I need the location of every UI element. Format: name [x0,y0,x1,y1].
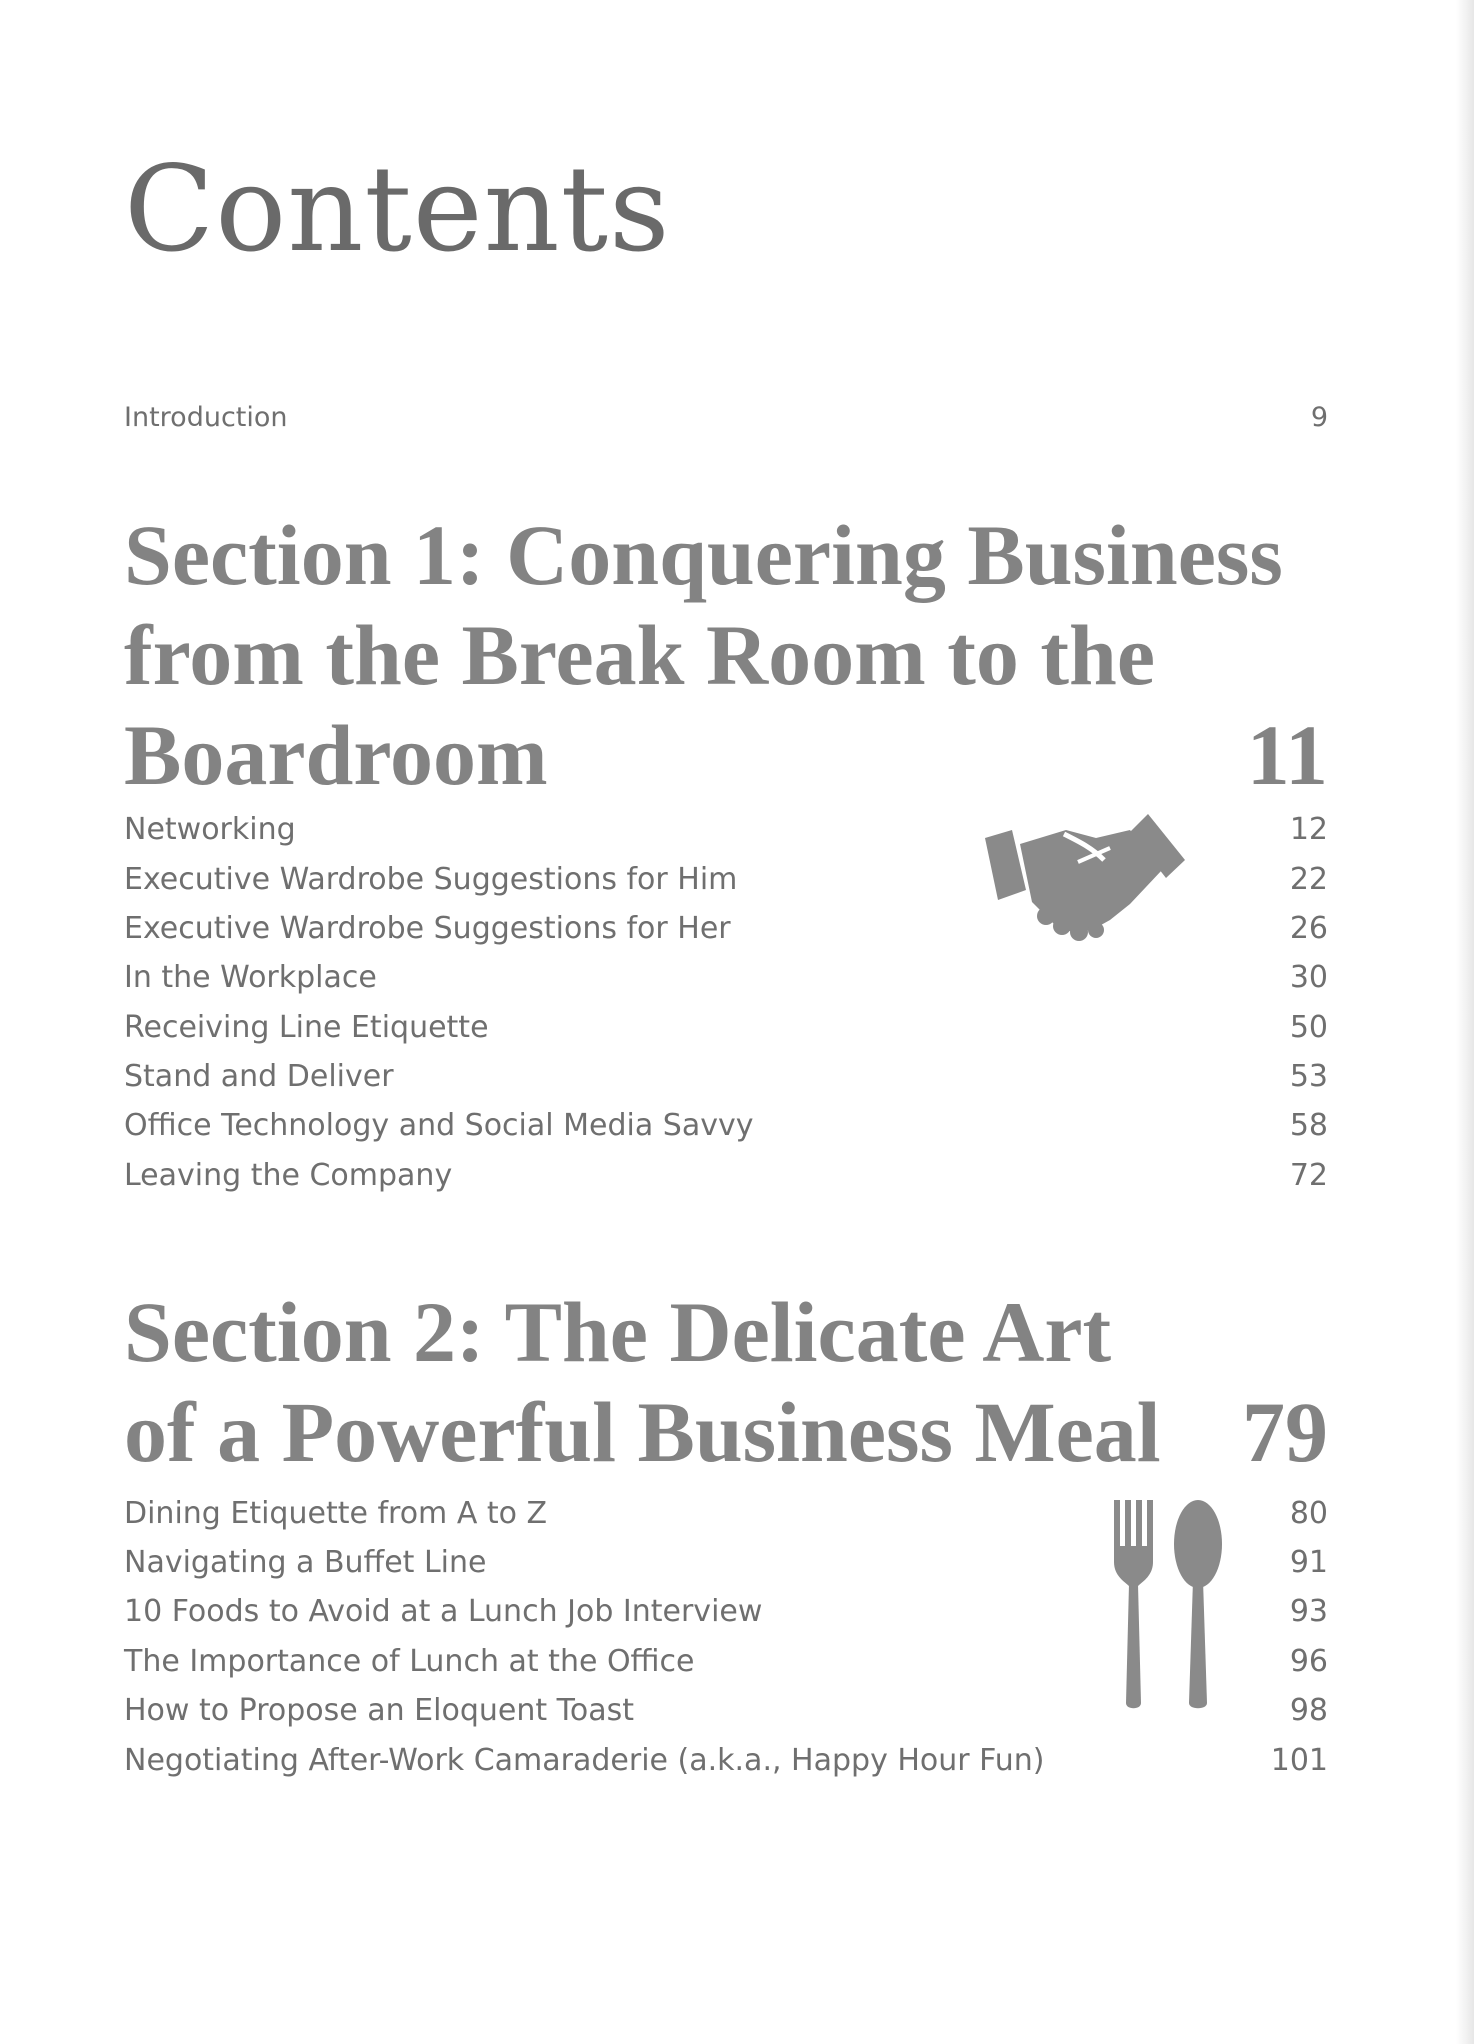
page-title: Contents [124,140,671,278]
toc-entry[interactable] [124,1587,1328,1637]
toc-entry-introduction[interactable] [124,402,1328,433]
toc-entry[interactable] [124,805,1328,855]
toc-entry-label: Negotiating After-Work Camaraderie (a.k.a., Happy Hour Fun) [124,1743,1045,1778]
toc-entry[interactable] [124,855,1328,905]
section-2-title-line: Section 2: The Delicate Art [124,1284,1112,1380]
toc-entry[interactable] [124,953,1328,1003]
toc-entry-page: 96 [1289,1644,1328,1679]
toc-entry-label: Dining Etiquette from A to Z [124,1496,548,1531]
section-2-page: 79 [1242,1384,1328,1480]
toc-entry[interactable] [124,1101,1328,1151]
toc-entry-label: Leaving the Company [124,1158,453,1193]
toc-entry-page: 91 [1289,1545,1328,1580]
section-2-title-line: of a Powerful Business Meal [124,1384,1161,1480]
toc-entry-page: 50 [1289,1010,1328,1045]
toc-entry[interactable] [124,1003,1328,1053]
toc-entry-page: 101 [1270,1743,1328,1778]
section-1-title-line: Section 1: Conquering Business [124,507,1283,603]
toc-entry[interactable] [124,1151,1328,1201]
section-1-page: 11 [1246,707,1328,803]
toc-entry[interactable] [124,1736,1328,1786]
toc-entry-label: Executive Wardrobe Suggestions for Him [124,862,738,897]
toc-entry[interactable] [124,1686,1328,1736]
toc-entry-label: 10 Foods to Avoid at a Lunch Job Interview [124,1594,763,1629]
toc-entry-label: In the Workplace [124,960,377,995]
toc-entry-page: 26 [1289,911,1328,946]
section-2-title-last-row [124,1382,1328,1482]
toc-entry-label: Receiving Line Etiquette [124,1010,489,1045]
toc-entry-page: 93 [1289,1594,1328,1629]
toc-entry-page: 22 [1289,862,1328,897]
toc-entry-page: 12 [1289,812,1328,847]
section-1-title-line: Boardroom [124,707,548,803]
toc-entry-label: The Importance of Lunch at the Office [124,1644,695,1679]
toc-entry[interactable] [124,1052,1328,1102]
toc-entry-page: 98 [1289,1693,1328,1728]
toc-entry[interactable] [124,904,1328,954]
toc-entry-label: Introduction [124,402,288,433]
toc-entry[interactable] [124,1538,1328,1588]
toc-entry-page: 9 [1310,402,1328,433]
section-1-title-line: from the Break Room to the [124,607,1156,703]
section-2-heading[interactable] [124,1282,1328,1482]
toc-entry-page: 72 [1289,1158,1328,1193]
toc-entry-label: Navigating a Buffet Line [124,1545,487,1580]
toc-entry-page: 30 [1289,960,1328,995]
toc-entry-page: 53 [1289,1059,1328,1094]
section-1-title-last-row [124,705,1328,805]
toc-entry-label: Networking [124,812,296,847]
toc-entry-label: Executive Wardrobe Suggestions for Her [124,911,731,946]
toc-entry-page: 58 [1289,1108,1328,1143]
toc-entry-label: How to Propose an Eloquent Toast [124,1693,635,1728]
page-edge-shadow [1456,0,1474,2044]
toc-entry-label: Stand and Deliver [124,1059,394,1094]
toc-entry-page: 80 [1289,1496,1328,1531]
toc-entry[interactable] [124,1637,1328,1687]
toc-entry[interactable] [124,1489,1328,1539]
section-1-heading[interactable] [124,505,1328,805]
toc-entry-label: Office Technology and Social Media Savvy [124,1108,754,1143]
